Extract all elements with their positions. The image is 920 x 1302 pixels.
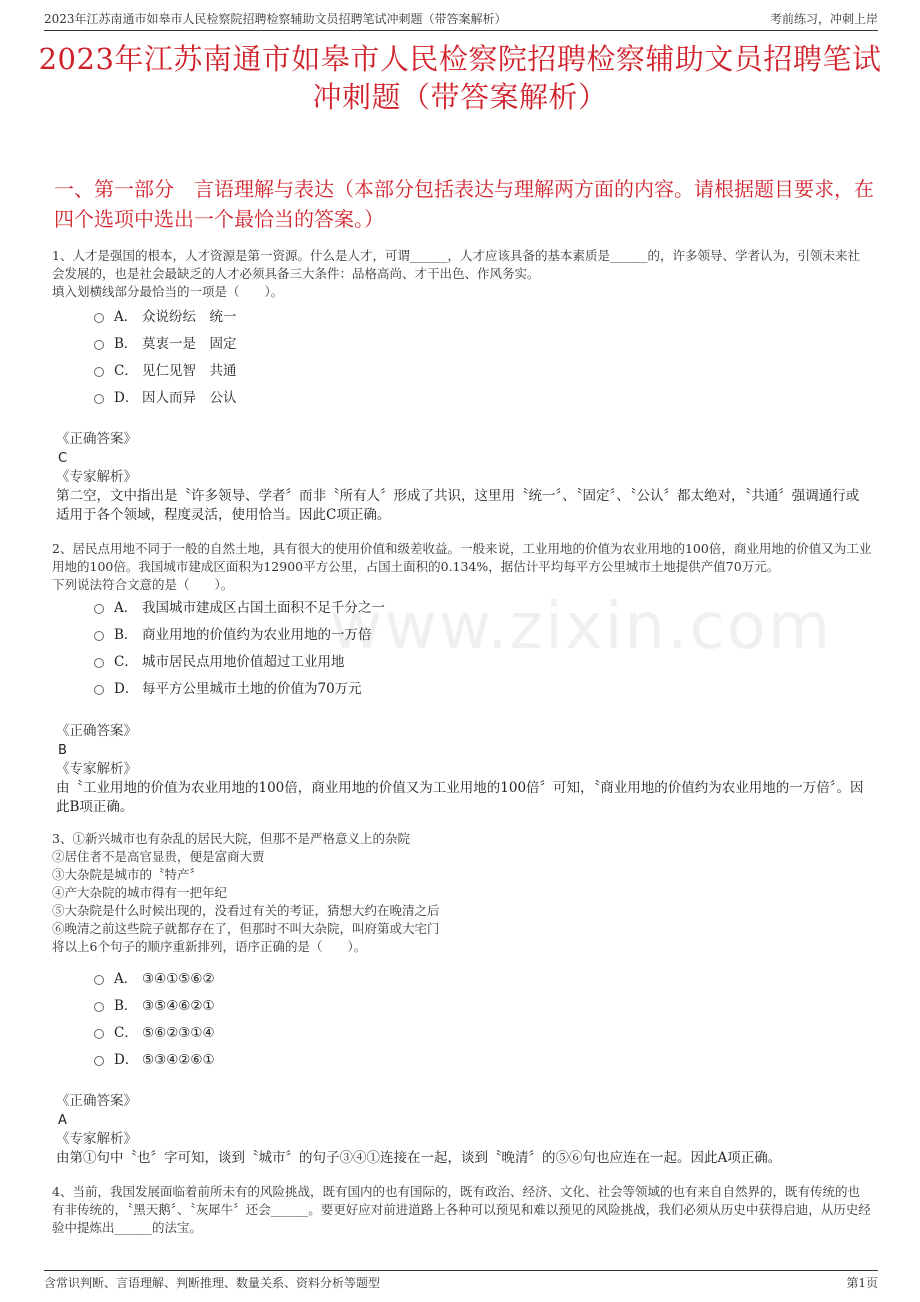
option-text: ③④①⑤⑥② [142,971,215,987]
question-text: 4、当前，我国发展面临着前所未有的风险挑战，既有国内的也有国际的，既有政治、经济、文化、社会等领域的也有来自自然界的，既有传统的也有非传统的，〝黑天鹅〞、〝灰犀牛〞还会______。要更好应对前进道路上各种可以预见和难以预见的风险挑战，我们必须从历史中获得启迪，从历史经验中提炼出______的法宝。 [52,1184,871,1235]
radio-icon[interactable] [94,313,104,323]
question-text: 2、居民点用地不同于一般的自然土地，具有很大的使用价值和级差收益。一般来说，工业用地的价值为农业用地的100倍，商业用地的价值又为工业用地的100倍。我国城市建成区面积为12900平方公里，占国土面积的0.134%，据估计平均每平方公里城市土地提供产值70万元。 [52,541,872,574]
radio-icon[interactable] [94,658,104,668]
answer-block [56,1092,872,1168]
option-text: ⑤③④②⑥① [142,1052,215,1068]
radio-icon[interactable] [94,1029,104,1039]
page-header [44,8,878,31]
section-heading: 一、第一部分 言语理解与表达（本部分包括表达与理解两方面的内容。请根据题目要求，在四个选项中选出一个最恰当的答案。） [54,177,874,231]
radio-icon[interactable] [94,340,104,350]
radio-icon[interactable] [94,367,104,377]
option-text: 见仁见智 共通 [142,363,237,379]
radio-icon[interactable] [94,1002,104,1012]
option-letter: A． [114,309,138,325]
option-letter: A． [114,971,138,987]
explain-text: 第二空，文中指出是〝许多领导、学者〞而非〝所有人〞形成了共识，这里用〝统一〞、〝固定〞、〝公认〞都太绝对，〝共通〞强调通行或适用于各个领域，程度灵活，使用恰当。因此C项正确。 [56,488,860,523]
option-letter: B． [114,998,138,1014]
option-letter: C． [114,363,138,379]
header-slogan: 考前练习，冲刺上岸 [769,12,878,26]
explain-label: 《专家解析》 [56,1131,137,1147]
radio-icon[interactable] [94,685,104,695]
explain-text: 由第①句中〝也〞字可知，谈到〝城市〞的句子③④①连接在一起，谈到〝晚清〞的⑤⑥句也应连在一起。因此A项正确。 [56,1150,782,1166]
answer-block [56,430,872,525]
question-text: ③大杂院是城市的〝特产〞 [52,867,203,882]
radio-icon[interactable] [94,975,104,985]
answer-value: C [58,451,68,466]
question-text: ④产大杂院的城市得有一把年纪 [52,885,228,900]
question-stem [52,540,872,594]
answer-label: 《正确答案》 [56,431,137,447]
answer-label: 《正确答案》 [56,723,137,739]
option-letter: A． [114,600,138,616]
option-letter: C． [114,654,138,670]
answer-value: A [58,1113,67,1128]
question-text: ②居住者不是高官显贵，便是富商大贾 [52,849,265,864]
question-prompt: 将以上6个句子的顺序重新排列，语序正确的是（ ）。 [52,939,367,954]
answer-block [56,722,872,817]
footer-topics: 含常识判断、言语理解、判断推理、数量关系、资料分析等题型 [44,1276,381,1290]
question-prompt: 下列说法符合文意的是（ ）。 [52,577,234,592]
watermark: www.zixin.com [330,590,833,664]
option-text: 莫衷一是 固定 [142,336,237,352]
question-stem [52,1183,872,1237]
option-letter: D． [114,681,139,697]
option-text: 城市居民点用地价值超过工业用地 [142,654,345,670]
radio-icon[interactable] [94,394,104,404]
question-text: 1、人才是强国的根本，人才资源是第一资源。什么是人才，可谓______，人才应该具备的基本素质是______的，许多领导、学者认为，引领未来社会发展的，也是社会最缺乏的人才必须具备三大条件：品格高尚、才干出色、作风务实。 [52,248,860,281]
answer-label: 《正确答案》 [56,1093,137,1109]
explain-text: 由〝工业用地的价值为农业用地的100倍，商业用地的价值又为工业用地的100倍〞可知，〝商业用地的价值约为农业用地的一万倍〞。因此B项正确。 [56,780,864,815]
question-text: 3、①新兴城市也有杂乱的居民大院，但那不是严格意义上的杂院 [52,831,410,846]
option-letter: D． [114,390,139,406]
option-letter: B． [114,627,138,643]
explain-label: 《专家解析》 [56,469,137,485]
question-stem [52,247,872,301]
option-text: 众说纷纭 统一 [142,309,237,325]
option-text: 每平方公里城市土地的价值为70万元 [142,681,362,697]
question-prompt: 填入划横线部分最恰当的一项是（ ）。 [52,284,284,299]
option-text: 我国城市建成区占国土面积不足千分之一 [142,600,385,616]
option-letter: B． [114,336,138,352]
page-number: 第1页 [846,1276,878,1290]
radio-icon[interactable] [94,1056,104,1066]
option-text: 商业用地的价值约为农业用地的一万倍 [142,627,372,643]
option-text: 因人而异 公认 [142,390,237,406]
page-footer [44,1270,878,1293]
option-letter: C． [114,1025,138,1041]
explain-label: 《专家解析》 [56,761,137,777]
question-stem [52,830,872,956]
radio-icon[interactable] [94,631,104,641]
header-doc-title: 2023年江苏南通市如皋市人民检察院招聘检察辅助文员招聘笔试冲刺题（带答案解析） [44,12,507,26]
option-text: ⑤⑥②③①④ [142,1025,215,1041]
document-title: 2023年江苏南通市如皋市人民检察院招聘检察辅助文员招聘笔试冲刺题（带答案解析） [38,42,882,114]
question-text: ⑥晚清之前这些院子就都存在了，但那时不叫大杂院，叫府第或大宅门 [52,921,440,936]
option-letter: D． [114,1052,139,1068]
question-text: ⑤大杂院是什么时候出现的，没看过有关的考证，猜想大约在晚清之后 [52,903,440,918]
answer-value: B [58,743,67,758]
option-text: ③⑤④⑥②① [142,998,215,1014]
radio-icon[interactable] [94,604,104,614]
